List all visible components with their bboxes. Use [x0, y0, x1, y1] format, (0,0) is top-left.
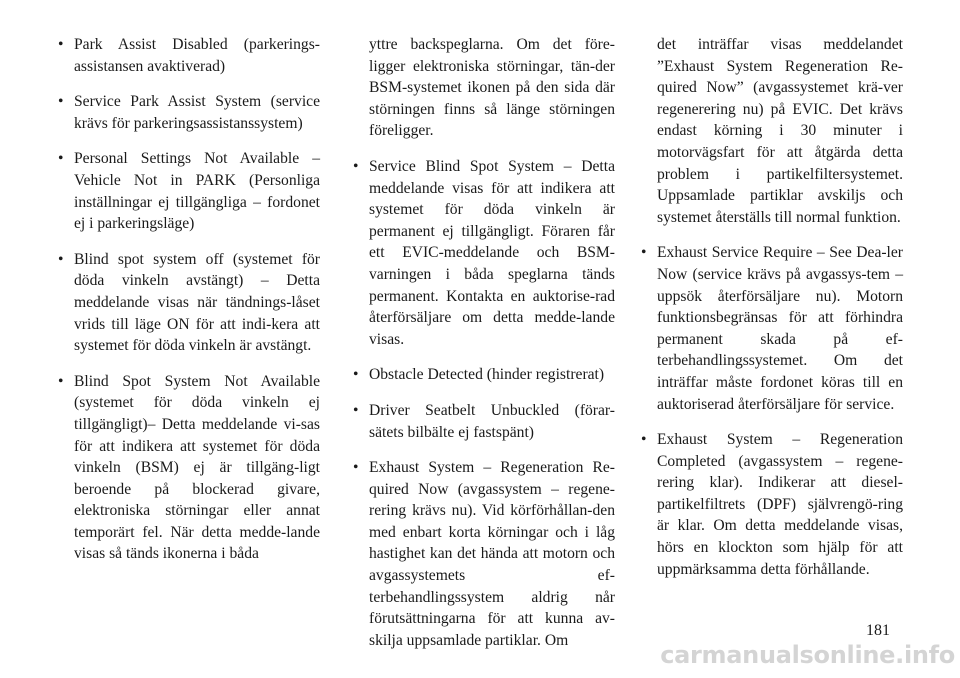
- bullet-item: [641, 242, 903, 415]
- bullet-marker: •: [353, 459, 359, 477]
- message-list: [58, 34, 320, 565]
- item-text: Park Assist Disabled (parkerings-assistansen avaktiverad): [74, 36, 320, 75]
- bullet-marker: •: [58, 36, 64, 53]
- bullet-marker: •: [58, 150, 64, 168]
- item-text: Service Blind Spot System – Detta meddelande visas för att indikera att systemet för döda vinkeln är permanent ej tillgängligt. Föraren får ett EVIC-meddelande och BSM-varningen i båda speglarna tänds permanent. Kontakta en auktorise-rad återförsäljare om detta medde-lande visas.: [369, 157, 615, 348]
- bullet-marker: •: [58, 372, 64, 390]
- continued-paragraph: [641, 34, 903, 228]
- item-text: Obstacle Detected (hinder registrerat): [369, 366, 605, 384]
- bullet-marker: •: [58, 250, 64, 268]
- item-text: yttre backspeglarna. Om det före-ligger elektroniska störningar, tän-der BSM-systemet ikonen på den sida där störningen finns så länge störningen föreligger.: [369, 36, 615, 140]
- bullet-item: [353, 364, 615, 386]
- item-text: Exhaust Service Require – See Dea-ler Now (service krävs på avgassys-tem – uppsök återförsäljare nu). Motorn funktionsbegränsas för att förhindra permanent skada på ef-terbehandlingssystemet. Om det inträffar måste fordonet köras till en auktoriserad återförsäljare för service.: [657, 244, 903, 413]
- bullet-marker: •: [353, 401, 359, 419]
- bullet-item: [353, 400, 615, 443]
- item-text: Blind spot system off (systemet för döda vinkeln avstängt) – Detta meddelande visas när tändnings-låset vrids till läge ON för att indi-kera att systemet för döda vinkeln är avstängt.: [74, 250, 320, 355]
- column-1: [58, 34, 320, 579]
- bullet-item: [58, 91, 320, 134]
- bullet-marker: •: [641, 431, 647, 449]
- item-text: Blind Spot System Not Available (systemet för döda vinkeln ej tillgängligt)– Detta meddelande vi-sas för att indikera att systemet för döda vinkeln (BSM) ej är tillgäng-ligt beroende på blockerad givare, elektroniska störningar eller annat temporärt fel. När detta medde-lande visas så tänds ikonerna i båda: [74, 372, 320, 563]
- bullet-item: [58, 148, 320, 234]
- bullet-marker: •: [641, 244, 647, 262]
- bullet-item: [58, 34, 320, 77]
- item-text: Driver Seatbelt Unbuckled (förar-sätets bilbälte ej fastspänt): [369, 401, 615, 441]
- item-text: Personal Settings Not Available – Vehicle Not in PARK (Personliga inställningar ej tillgängliga – fordonet ej i parkeringsläge): [74, 150, 320, 233]
- column-2: [353, 34, 615, 665]
- bullet-marker: •: [353, 366, 359, 384]
- page-number: 181: [866, 622, 890, 639]
- bullet-item: [58, 371, 320, 565]
- item-text: Service Park Assist System (service krävs för parkeringsassistanssystem): [74, 93, 320, 132]
- message-list: [641, 34, 903, 580]
- bullet-item: [353, 457, 615, 651]
- bullet-marker: •: [353, 157, 359, 175]
- continued-paragraph: [353, 34, 615, 142]
- item-text: Exhaust System – Regeneration Completed (avgassystem – regene-rering klar). Indikerar att diesel-partikelfiltrets (DPF) självrengö-ring är klar. Om detta meddelande visas, hörs en klockton som hjälp för att uppmärksamma detta förhållande.: [657, 431, 903, 578]
- message-list: [353, 34, 615, 651]
- bullet-marker: •: [58, 93, 64, 111]
- item-text: Exhaust System – Regeneration Re-quired Now (avgassystem – regene-rering krävs nu). Vid körförhållan-den med enbart korta körningar och i låg hastighet kan det hända att motorn och avgassystemets ef-terbehandlingssystem aldrig når förutsättningarna för att kunna av-skilja uppsamlade partiklar. Om: [369, 459, 615, 649]
- watermark[interactable]: carmanualsonline.info: [660, 641, 955, 669]
- bullet-item: [58, 249, 320, 357]
- bullet-item: [353, 156, 615, 350]
- column-3: [641, 34, 903, 594]
- item-text: det inträffar visas meddelandet ”Exhaust System Regeneration Re-quired Now” (avgassystemet krä-ver regenerering nu) på EVIC. Det krävs endast körning i 30 minuter i motorvägsfart för att åtgärda detta problem i partikelfiltersystemet. Uppsamlade partiklar avskiljs och systemet återställs till normal funktion.: [657, 36, 903, 226]
- bullet-item: [641, 429, 903, 580]
